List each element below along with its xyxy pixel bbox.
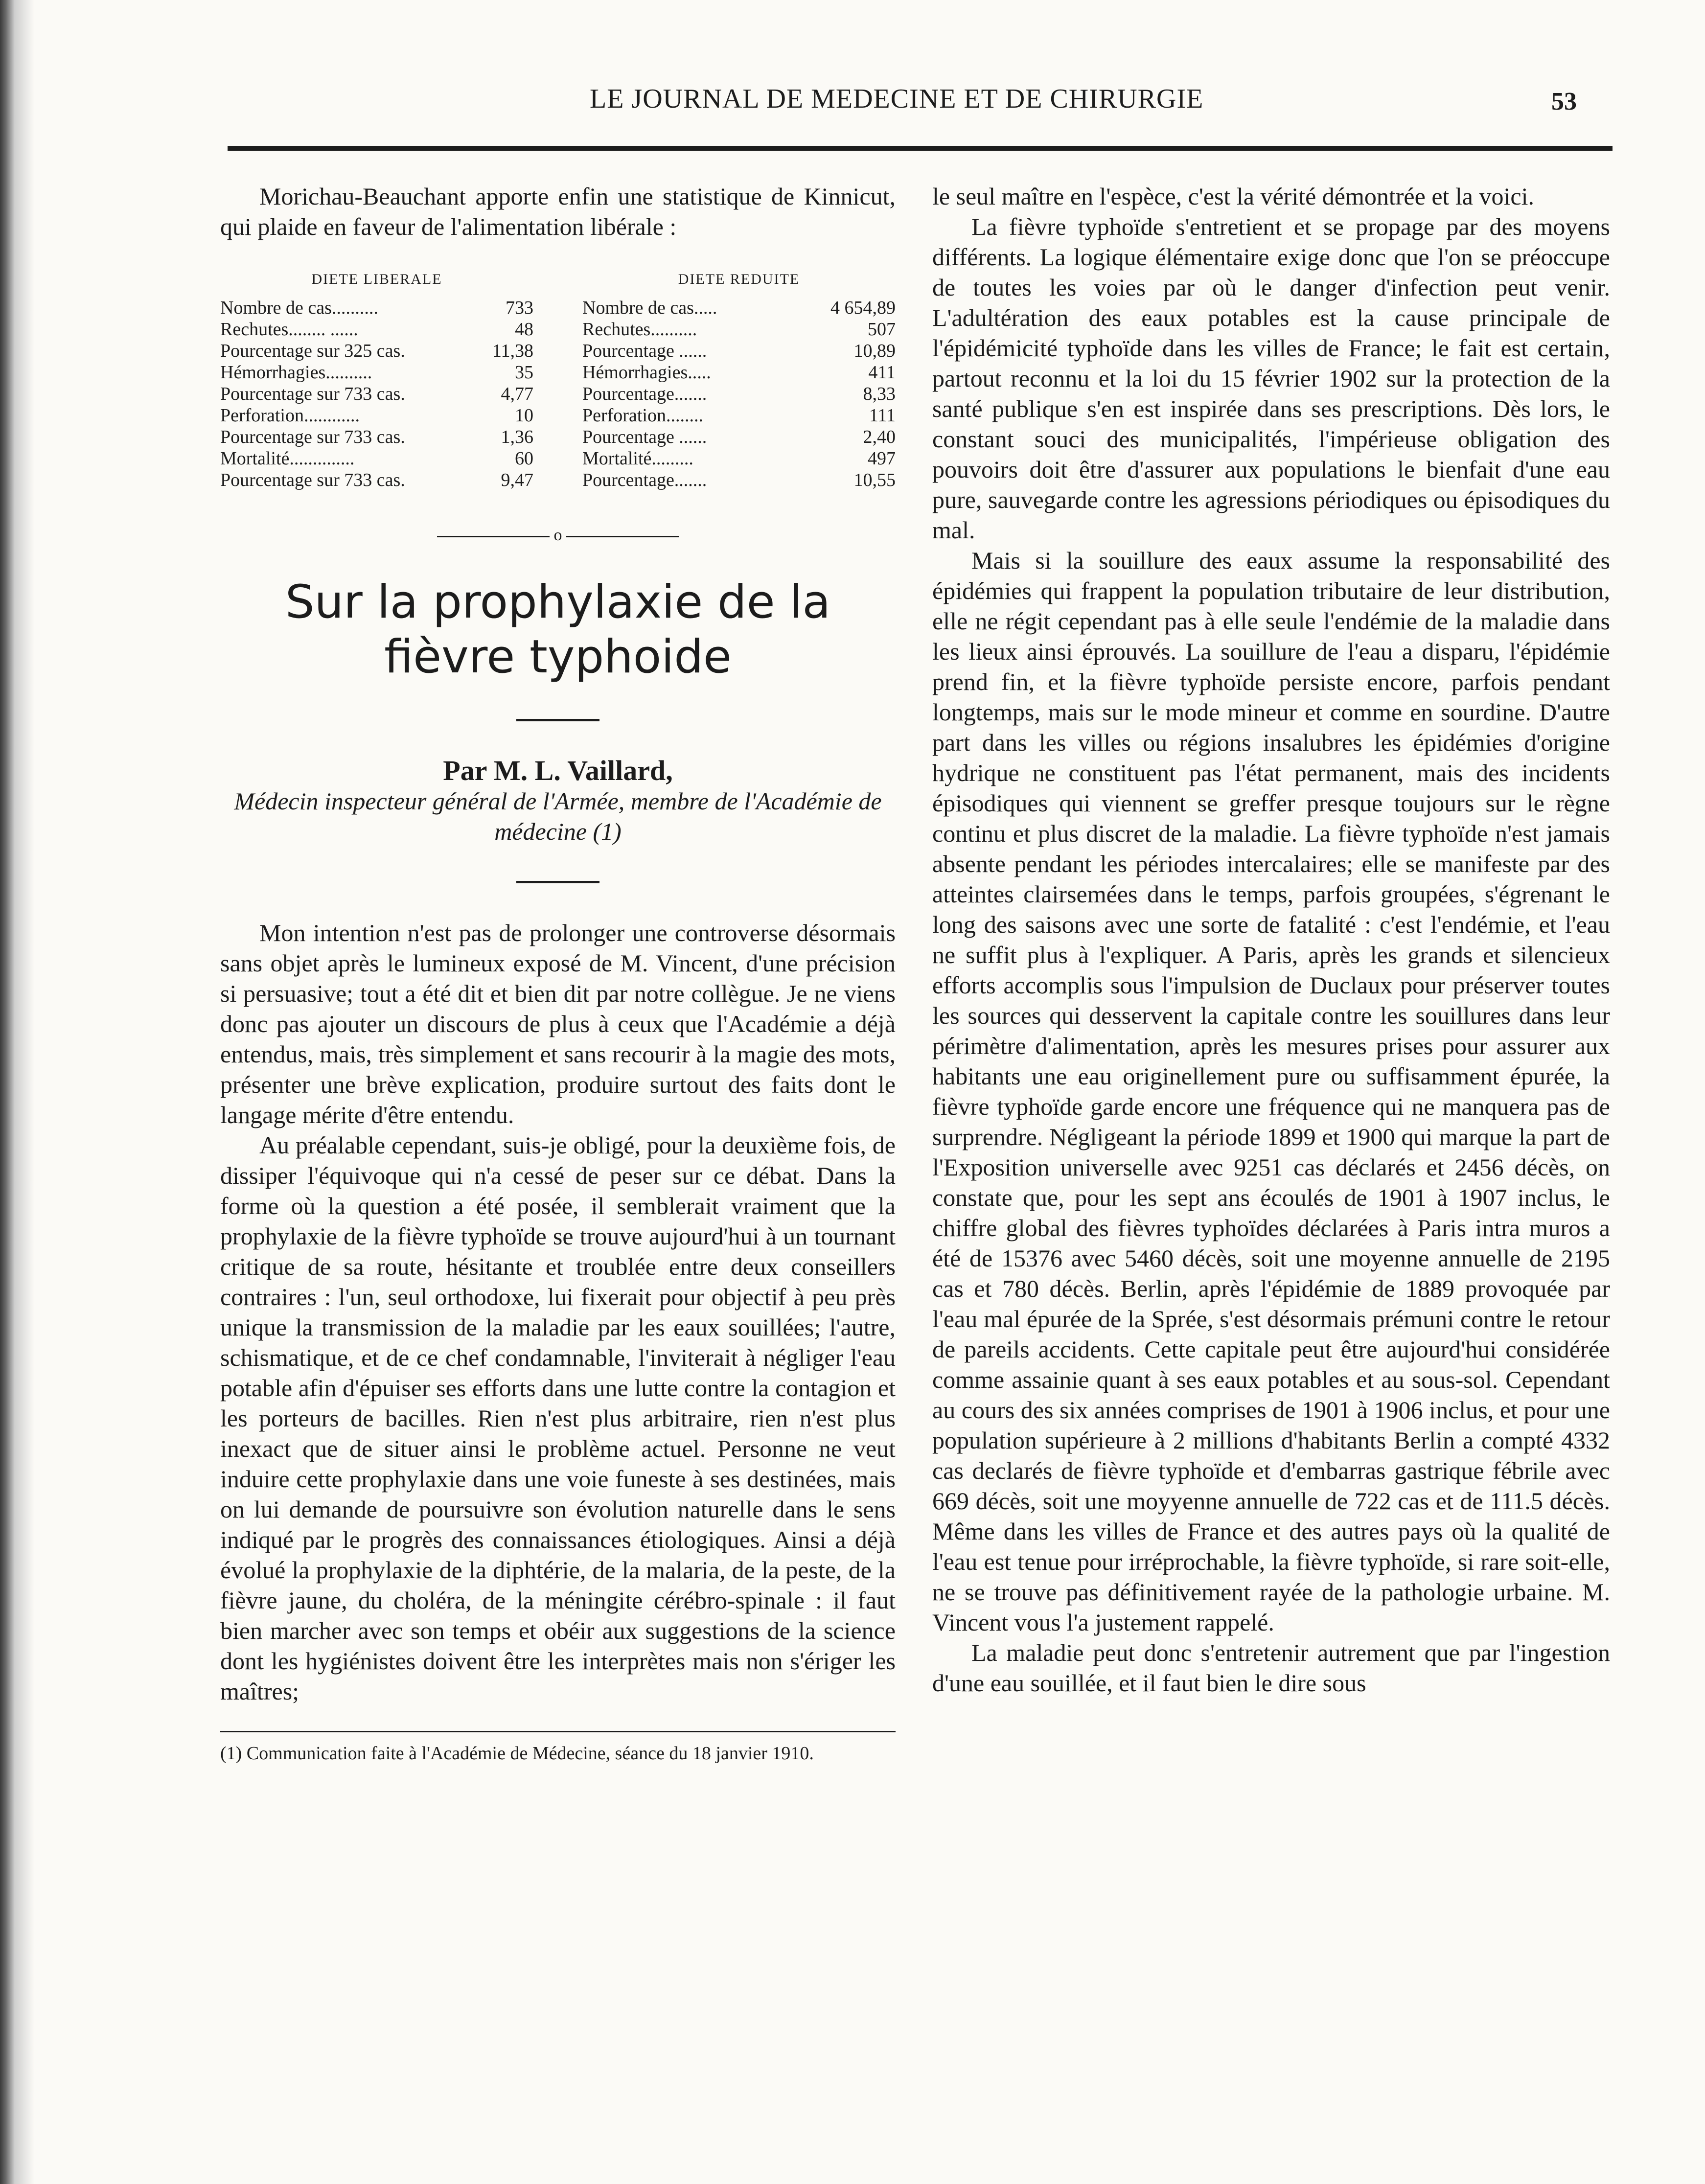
row-value: 11,38 — [492, 341, 533, 361]
table-row — [582, 405, 896, 426]
row-label: Mortalité......... — [582, 448, 693, 469]
header-rule — [228, 146, 1613, 151]
body-paragraph: La fièvre typhoïde s'entretient et se propage par des moyens différents. La logique élémentaire exige donc que l'on se préoccupe de toutes les voies par où le danger d'infection peut venir. L'adultération des eaux potables est la cause principale de l'épidémicité typhoïde dans les villes de France; le fait est certain, partout reconnu et la loi du 15 février 1902 sur la protection de la santé publique s'en est inspirée dans ses prescriptions. Dès lors, le constant souci des municipalités, l'impérieuse obligation des pouvoirs doit être d'assurer aux populations le bienfait d'une eau pure, sauvegarde contre les agressions périodiques ou épisodiques du mal. — [932, 213, 1610, 544]
body-paragraph: Mais si la souillure des eaux assume la responsabilité des épidémies qui frappent la population tributaire de leur distribution, elle ne régit cependant pas à elle seule l'endémie de la maladie dans les lieux ainsi éprouvés. La souillure de l'eau a disparu, l'épidémie prend fin, et la fièvre typhoïde persiste encore, parfois pendant longtemps, mais sur le mode mineur et comme en sourdine. D'autre part dans les villes ou régions insalubres les épidémies d'origine hydrique ne constituent pas l'état permanent, mais des incidents épisodiques qui viennent se greffer presque toujours sur le règne continu et plus discret de la maladie. La fièvre typhoïde n'est jamais absente pendant les périodes intercalaires; elle se manifeste par des atteintes clairsemées dans le temps, parfois groupées, s'égrenant le long des saisons avec une sorte de fatalité : c'est l'endémie, et l'eau ne suffit plus à l'expliquer. A Paris, après les grands et silencieux efforts accomplis sous l'impulsion de Duclaux pour préserver toutes les sources qui desservent la capitale contre les souillures dans leur périmètre d'alimentation, après les mesures prises pour assurer aux habitants une eau originellement pure ou suffisamment épurée, la fièvre typhoïde garde encore une fréquence qui ne manquera pas de surprendre. Négligeant la période 1899 et 1900 qui marque la part de l'Exposition universelle avec 9251 cas déclarés et 2456 décès, on constate que, pour les sept ans écoulés de 1901 à 1907 inclus, le chiffre global des fièvres typhoïdes déclarées à Paris intra muros a été de 15376 avec 5460 décès, soit une moyenne annuelle de 2195 cas et 780 décès. Berlin, après l'épidémie de 1889 provoquée par l'eau mal épurée de la Sprée, s'est désormais prémuni contre le retour de pareils accidents. Cette capitale peut être aujourd'hui considérée comme assainie quant à ses eaux potables et au sous-sol. Cependant au cours des six années comprises de 1901 à 1906 inclus, et pour une population supérieure à 2 millions d'habitants Berlin a compté 4332 cas declarés de fièvre typhoïde et d'embarras gastrique fébrile avec 669 décès, soit une moyyenne annuelle de 722 cas et de 111.5 décès. Même dans les villes de France et des autres pays où la qualité de l'eau est tenue pour irréprochable, la fièvre typhoïde, si rare soit-elle, ne se trouve pas définitivement rayée de la pathologie urbaine. M. Vincent vous l'a justement rappelé. — [932, 547, 1610, 1636]
row-label: Perforation............ — [220, 405, 360, 426]
body-paragraph: La maladie peut donc s'entretenir autrement que par l'ingestion d'une eau souillée, et il faut bien le dire sous — [932, 1639, 1610, 1697]
table-row — [220, 319, 533, 340]
row-label: Nombre de cas.......... — [220, 298, 378, 318]
table-row — [582, 383, 896, 405]
row-label: Hémorrhagies..... — [582, 362, 711, 383]
table-row — [220, 383, 533, 405]
table-row — [220, 405, 533, 426]
diet-statistics-table — [220, 269, 896, 491]
row-label: Pourcentage sur 325 cas. — [220, 341, 405, 361]
table-row — [582, 297, 896, 319]
diet-liberale-heading: DIETE LIBERALE — [311, 271, 442, 287]
table-row — [220, 362, 533, 383]
row-value: 35 — [515, 362, 533, 383]
row-value: 4,77 — [501, 384, 533, 404]
left-body-text — [220, 918, 896, 1706]
row-label: Pourcentage sur 733 cas. — [220, 470, 405, 490]
row-label: Pourcentage ...... — [582, 341, 707, 361]
table-row — [220, 426, 533, 448]
diet-reduite-column — [582, 269, 896, 491]
table-row — [582, 340, 896, 362]
row-value: 4 654,89 — [830, 298, 896, 318]
row-value: 10,55 — [853, 470, 896, 490]
table-row — [582, 426, 896, 448]
row-value: 60 — [515, 448, 533, 469]
table-row — [582, 469, 896, 491]
row-value: 48 — [515, 319, 533, 340]
right-column — [932, 181, 1610, 1698]
table-row — [582, 362, 896, 383]
running-title: LE JOURNAL DE MEDECINE ET DE CHIRURGIE — [590, 84, 1204, 114]
page-number: 53 — [1551, 88, 1577, 115]
intro-paragraph: Morichau-Beauchant apporte enfin une statistique de Kinnicut, qui plaide en faveur de l'alimentation libérale : — [220, 183, 896, 240]
row-label: Rechutes........ ...... — [220, 319, 358, 340]
row-value: 111 — [869, 405, 896, 426]
row-label: Nombre de cas..... — [582, 298, 717, 318]
table-row — [220, 469, 533, 491]
row-value: 411 — [868, 362, 896, 383]
author-affiliation: Médecin inspecteur général de l'Armée, membre de l'Académie de médecine (1) — [234, 787, 882, 845]
row-value: 2,40 — [863, 427, 896, 447]
row-label: Mortalité.............. — [220, 448, 355, 469]
row-label: Pourcentage sur 733 cas. — [220, 427, 405, 447]
body-paragraph: Mon intention n'est pas de prolonger une controverse désormais sans objet après le lumineux exposé de M. Vincent, d'une précision si persuasive; tout a été dit et bien dit par notre collègue. Je ne viens donc pas ajouter un discours de plus à ceux que l'Académie a déjà entendus, mais, très simplement et sans recourir à la magie des mots, présenter une brève explication, produire surtout des faits dont le langage mérite d'être entendu. — [220, 919, 896, 1128]
row-label: Pourcentage ...... — [582, 427, 707, 447]
row-label: Hémorrhagies.......... — [220, 362, 372, 383]
row-label: Pourcentage....... — [582, 384, 707, 404]
row-value: 507 — [868, 319, 896, 340]
footnote-rule — [220, 1731, 896, 1732]
row-value: 1,36 — [501, 427, 533, 447]
table-row — [220, 448, 533, 469]
row-label: Rechutes.......... — [582, 319, 697, 340]
separator-mark: o — [553, 526, 562, 544]
separator-line — [566, 536, 679, 537]
body-paragraph: Au préalable cependant, suis-je obligé, pour la deuxième fois, de dissiper l'équivoque qui n'a cessé de peser sur ce débat. Dans la forme où la question a été posée, il semblerait vraiment que la prophylaxie de la fièvre typhoïde se trouve aujourd'hui à un tournant critique de sa route, hésitante et troublée entre deux conseillers contraires : l'un, seul orthodoxe, lui fixerait pour objectif à peu près unique la transmission de la maladie par les eaux souillées; l'autre, schismatique, et de ce chef condamnable, l'inviterait à négliger l'eau potable afin d'épuiser ses efforts dans une lutte contre la contagion et les porteurs de bacilles. Rien n'est plus arbitraire, rien n'est plus inexact que de situer ainsi le problème actuel. Personne ne veut induire cette prophylaxie dans une voie funeste à ses destinées, mais on lui demande de poursuivre son évolution naturelle dans le sens indiqué par le progrès des connaissances étiologiques. Ainsi a déjà évolué la prophylaxie de la diphtérie, de la malaria, de la peste, de la fièvre jaune, du choléra, de la méningite cérébro-spinale : il faut bien marcher avec son temps et obéir aux suggestions de la science dont les hygiénistes doivent être les interprètes mais non s'ériger les maîtres; — [220, 1131, 896, 1705]
diet-liberale-column — [220, 269, 533, 491]
table-row — [220, 340, 533, 362]
section-separator — [220, 520, 896, 551]
diet-reduite-heading: DIETE REDUITE — [678, 271, 800, 287]
row-label: Perforation........ — [582, 405, 703, 426]
table-row — [582, 319, 896, 340]
table-row — [220, 297, 533, 319]
row-label: Pourcentage sur 733 cas. — [220, 384, 405, 404]
affiliation-rule — [516, 881, 599, 883]
title-rule — [516, 719, 599, 721]
row-value: 10,89 — [853, 341, 896, 361]
row-value: 8,33 — [863, 384, 896, 404]
row-value: 497 — [868, 448, 896, 469]
scan-edge-shadow — [0, 0, 34, 2184]
article-title: Sur la prophylaxie de la fièvre typhoide — [285, 575, 831, 684]
table-row — [582, 448, 896, 469]
left-column — [220, 181, 896, 1765]
body-paragraph: le seul maître en l'espèce, c'est la vérité démontrée et la voici. — [932, 183, 1534, 210]
row-value: 9,47 — [501, 470, 533, 490]
row-value: 733 — [506, 298, 533, 318]
row-label: Pourcentage....... — [582, 470, 707, 490]
row-value: 10 — [515, 405, 533, 426]
footnote: (1) Communication faite à l'Académie de Médecine, séance du 18 janvier 1910. — [220, 1743, 814, 1764]
article-author: Par M. L. Vaillard, — [443, 755, 673, 786]
separator-line — [437, 536, 550, 537]
